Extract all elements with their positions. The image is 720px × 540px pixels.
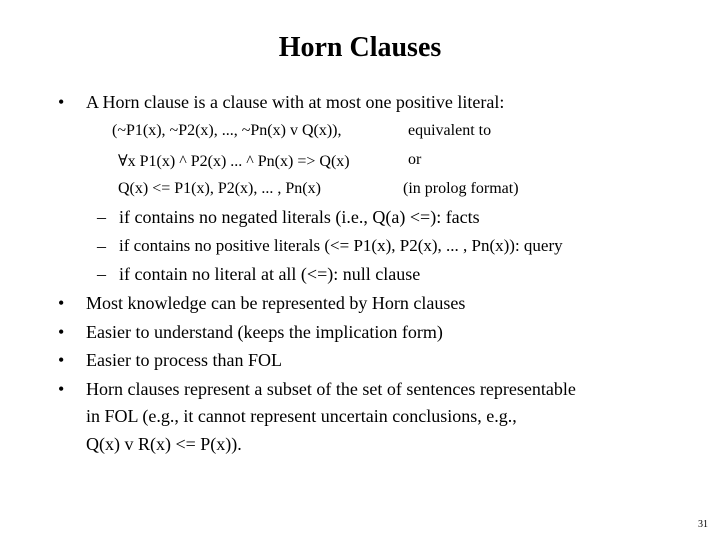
formula-expr: Q(x) <= P1(x), P2(x), ... , Pn(x): [118, 180, 321, 197]
bullet-marker: •: [58, 322, 65, 342]
dash-marker: –: [97, 207, 106, 227]
page-number: 31: [698, 519, 708, 530]
bullet-text: Easier to understand (keeps the implication form): [86, 322, 443, 342]
dash-marker: –: [97, 264, 106, 284]
formula-note: (in prolog format): [403, 180, 519, 197]
bullet-continuation: in FOL (e.g., it cannot represent uncertain conclusions, e.g.,: [86, 406, 517, 426]
bullet-text: Most knowledge can be represented by Horn clauses: [86, 293, 466, 313]
bullet-marker: •: [58, 379, 65, 399]
bullet-text: Horn clauses represent a subset of the set of sentences representable: [86, 379, 576, 399]
formula-expr: (~P1(x), ~P2(x), ..., ~Pn(x) v Q(x)),: [112, 122, 342, 139]
formula-note: or: [408, 151, 422, 168]
bullet-continuation: Q(x) v R(x) <= P(x)).: [86, 434, 242, 454]
slide-title: Horn Clauses: [278, 32, 442, 63]
formula-note: equivalent to: [408, 122, 492, 139]
sub-item-text: if contains no positive literals (<= P1(x), P2(x), ... , Pn(x)): query: [119, 236, 563, 255]
bullet-text: Easier to process than FOL: [86, 350, 282, 370]
bullet-marker: •: [58, 350, 65, 370]
sub-item-text: if contain no literal at all (<=): null clause: [119, 264, 421, 284]
formula-expr: ∀x P1(x) ^ P2(x) ... ^ Pn(x) => Q(x): [118, 153, 350, 170]
sub-item-text: if contains no negated literals (i.e., Q(a) <=): facts: [119, 207, 480, 227]
intro-text: A Horn clause is a clause with at most one positive literal:: [86, 92, 505, 112]
bullet-marker: •: [58, 92, 65, 112]
bullet-marker: •: [58, 293, 65, 313]
dash-marker: –: [97, 236, 106, 256]
